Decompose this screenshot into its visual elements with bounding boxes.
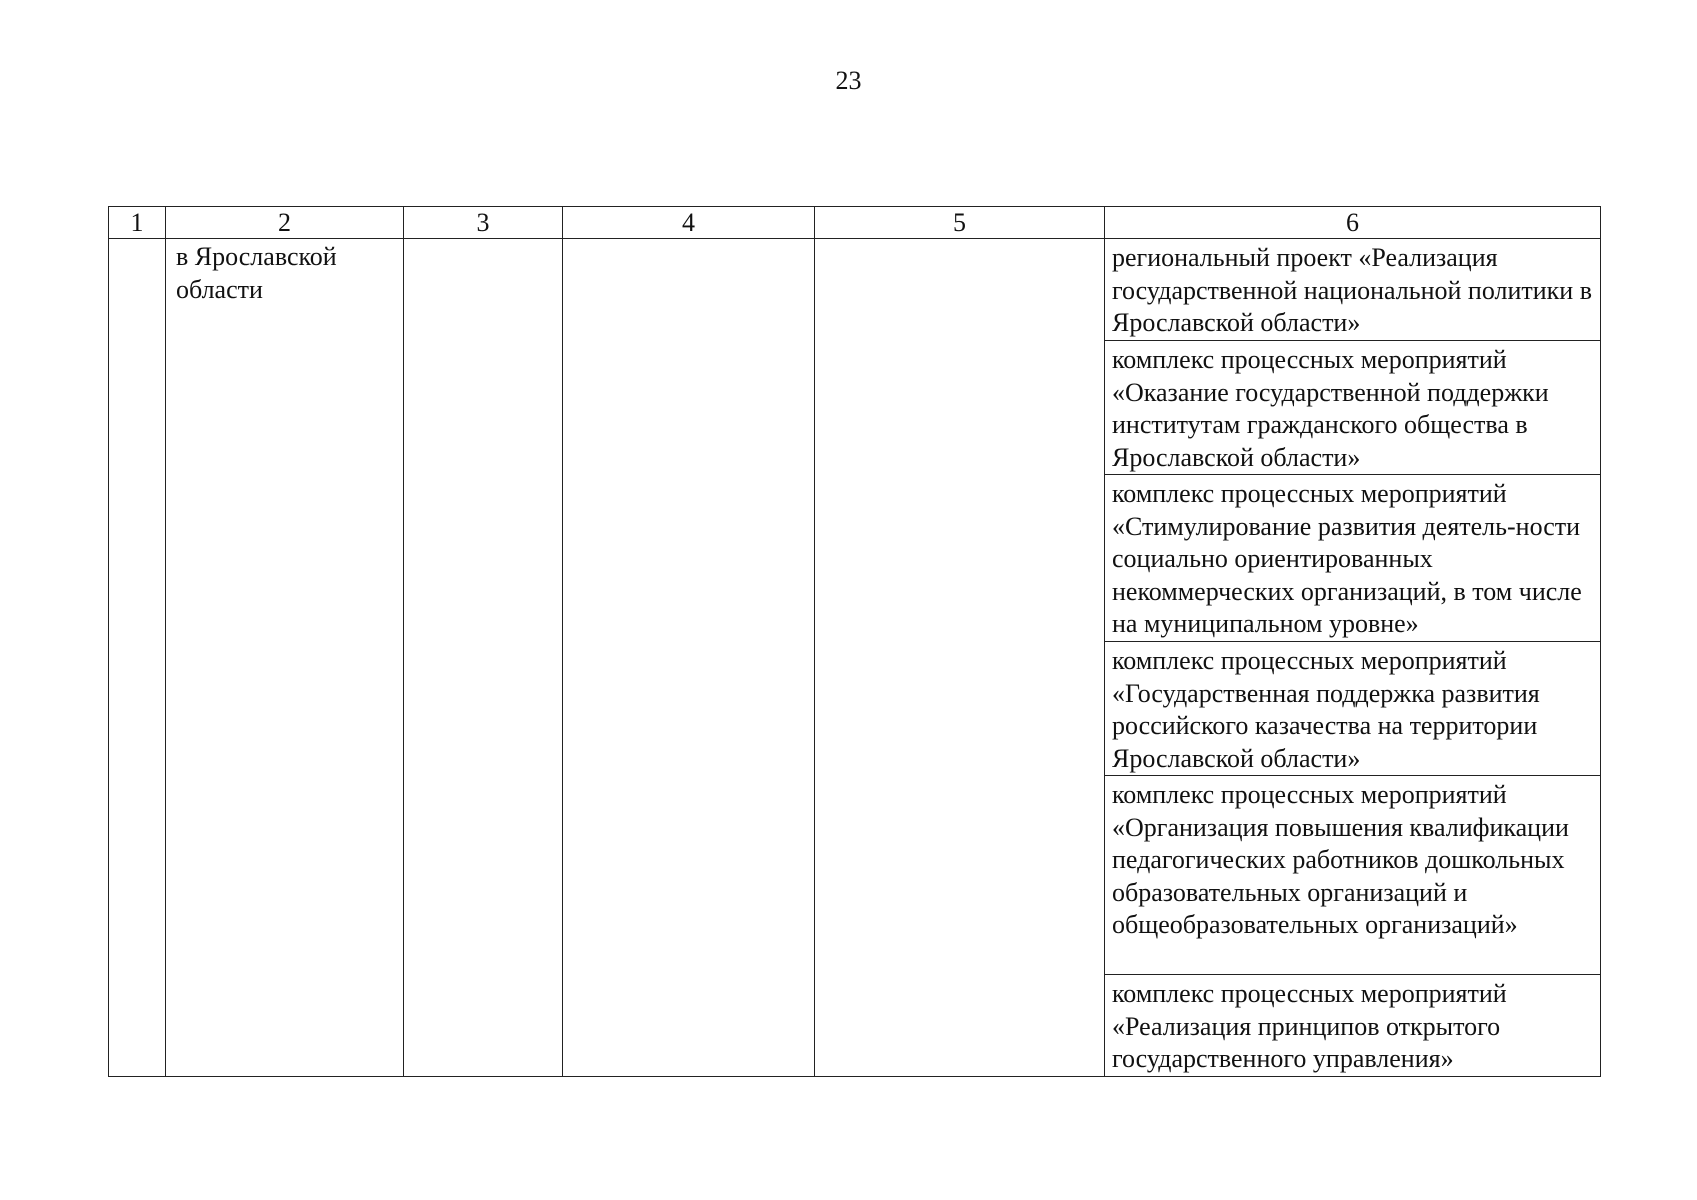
header-cell-4: 4 — [563, 207, 815, 239]
header-row — [109, 207, 1601, 239]
cell-column-3 — [404, 239, 563, 1077]
program-table — [108, 206, 1601, 1077]
page-number: 23 — [835, 66, 862, 95]
column6-item-1: региональный проект «Реализация государственной национальной политики в Ярославской области» — [1105, 239, 1601, 341]
header-cell-2: 2 — [166, 207, 404, 239]
header-cell-3: 3 — [404, 207, 563, 239]
header-cell-5: 5 — [815, 207, 1105, 239]
column6-item-3: комплекс процессных мероприятий «Стимулирование развития деятель-ности социально ориентированных некоммерческих организаций, в том числе на муниципальном уровне» — [1105, 475, 1601, 642]
column6-item-5: комплекс процессных мероприятий «Организация повышения квалификации педагогических работников дошкольных образовательных организаций и общеобразовательных организаций» — [1105, 776, 1601, 975]
column6-item-2: комплекс процессных мероприятий «Оказание государственной поддержки институтам гражданского общества в Ярославской области» — [1105, 341, 1601, 475]
table-row — [109, 239, 1601, 341]
cell-column-2: в Ярославской области — [166, 239, 404, 1077]
column6-item-6: комплекс процессных мероприятий «Реализация принципов открытого государственного управления» — [1105, 975, 1601, 1077]
cell-column-1 — [109, 239, 166, 1077]
cell-column-5 — [815, 239, 1105, 1077]
header-cell-1: 1 — [109, 207, 166, 239]
cell-column-4 — [563, 239, 815, 1077]
header-cell-6: 6 — [1105, 207, 1601, 239]
column6-item-4: комплекс процессных мероприятий «Государственная поддержка развития российского казачества на территории Ярославской области» — [1105, 642, 1601, 776]
